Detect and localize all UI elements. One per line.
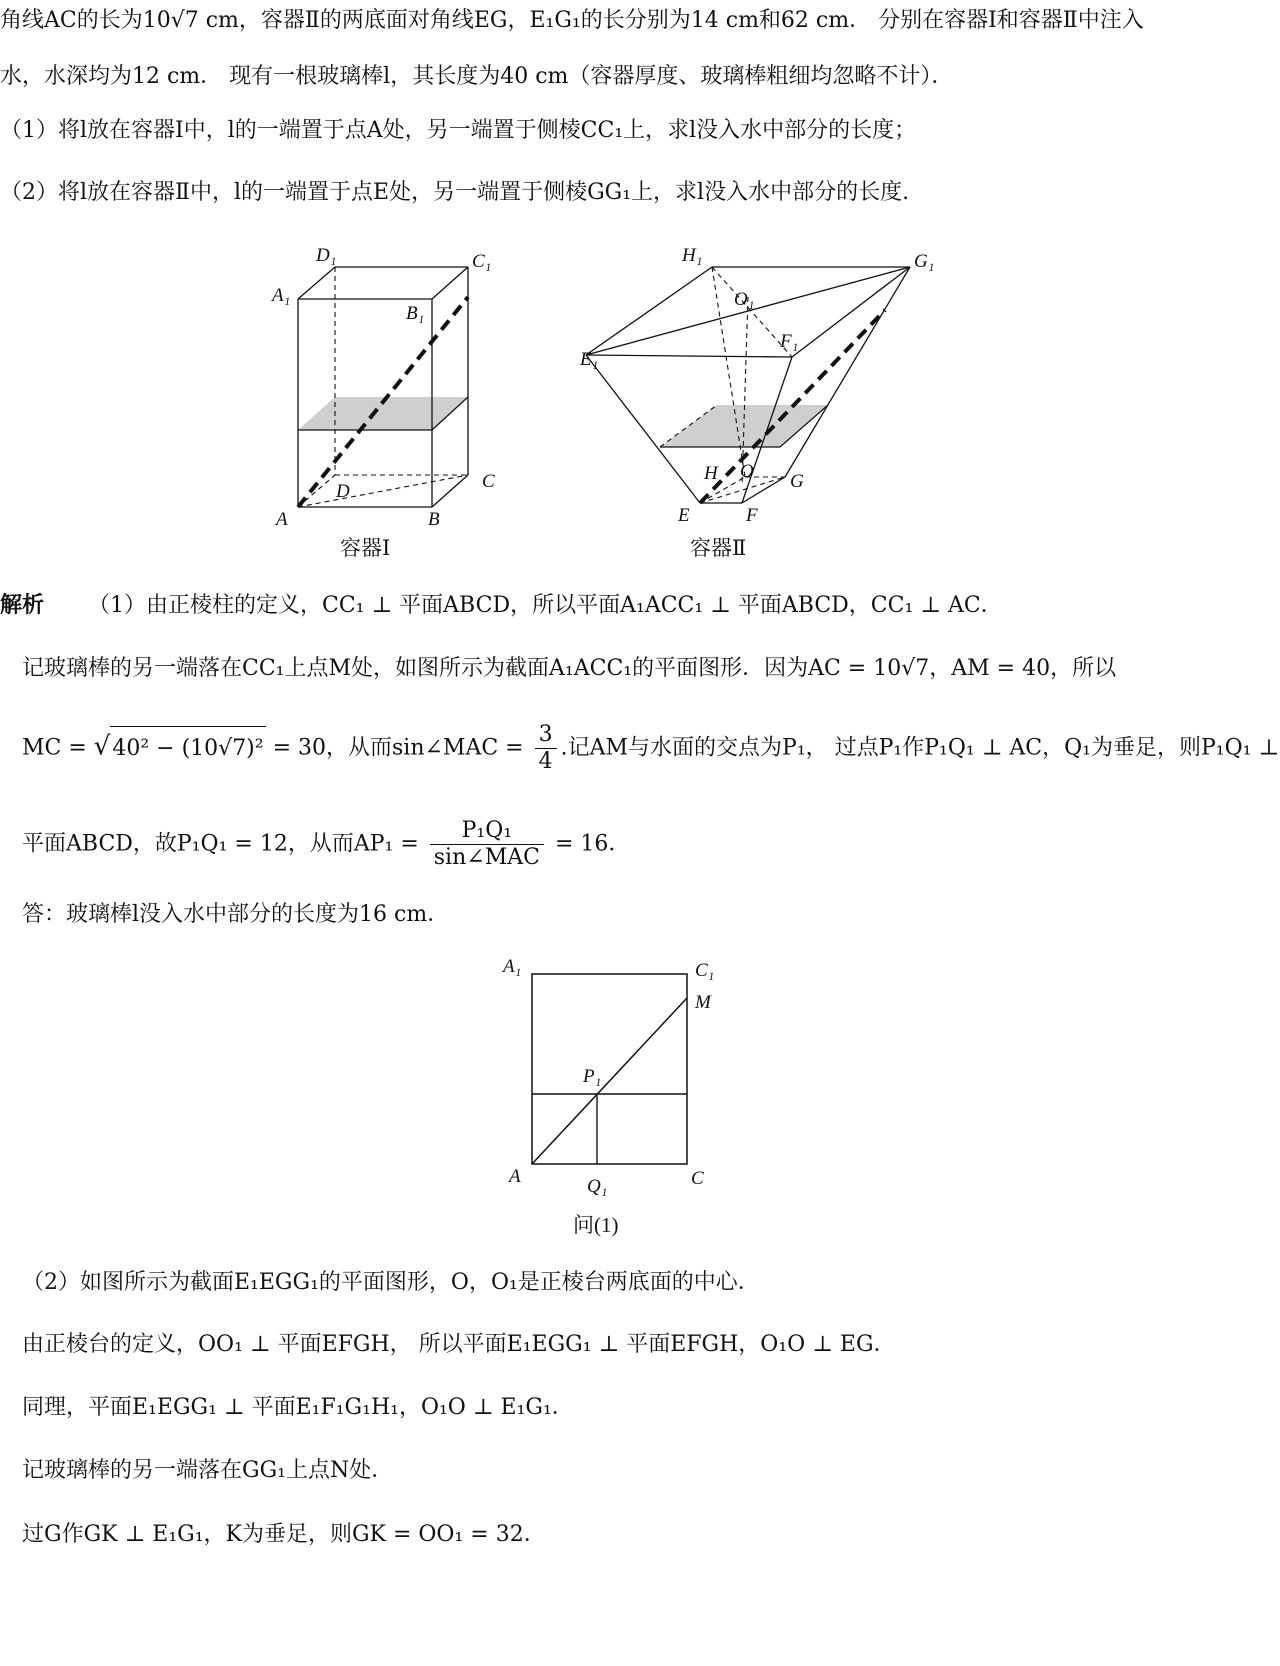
solution-line-2: 记玻璃棒的另一端落在CC₁上点M处，如图所示为截面A₁ACC₁的平面图形．因为AC = 10√7，AM = 40，所以 [22,656,1117,681]
label-C1: C₁ [472,251,492,272]
label-A1: A₁ [272,285,291,306]
label-Q1: Q₁ [587,1176,608,1197]
label-O: O [740,461,754,482]
figure-container-1 [260,235,520,569]
rod-line [532,998,687,1164]
mc-root: 40² − (10√7)² [110,726,265,771]
label-E: E [678,505,690,526]
caption-question-1: 问(1) [573,1213,619,1237]
label-A1-s: A₁ [503,956,522,977]
label-P1: P₁ [583,1066,602,1087]
label-H1: H₁ [682,245,703,266]
label-G: G [790,471,804,492]
part2-line-1: （2）如图所示为截面E₁EGG₁的平面图形，O，O₁是正棱台两底面的中心． [22,1270,760,1295]
ap1-label: 平面ABCD，故P₁Q₁ = 12，从而AP₁ = [22,831,426,857]
part2-line-2: 由正棱台的定义，OO₁ ⊥ 平面EFGH， 所以平面E₁EGG₁ ⊥ 平面EFGH，O₁O ⊥ EG． [22,1332,896,1357]
solution-heading: 解析 [0,592,45,618]
part2-line-4: 记玻璃棒的另一端落在GG₁上点N处． [22,1458,394,1483]
answer-line: 答：玻璃棒l没入水中部分的长度为16 cm． [22,902,450,927]
solution-s3-tail: .记AM与水面的交点为P₁， 过点P₁作P₁Q₁ ⊥ AC，Q₁为垂足，则P₁Q₁ ⊥ [560,735,1280,761]
cross-section-diagram [495,950,745,1245]
figure-container-2 [580,235,1010,569]
label-F1: F₁ [780,331,799,352]
part2-line-3: 同理，平面E₁EGG₁ ⊥ 平面E₁F₁G₁H₁，O₁O ⊥ E₁G₁． [22,1395,574,1420]
label-B1: B₁ [406,303,425,324]
solution-line-3: MC = √40² − (10√7)² = 30，从而sin∠MAC = $\frac{3}{4}$ .记AM与水面的交点为P₁， 过点P₁作P₁Q₁ ⊥ AC，Q₁为垂足，则P₁Q₁ ⊥ [22,722,1280,774]
fraction-sin: $\frac{3}{4}$ [535,722,557,775]
caption-container-2: 容器Ⅱ [690,536,747,560]
mc-result: = 30，从而sin∠MAC = [265,735,531,761]
label-C-s: C [691,1168,704,1189]
question-1: （1）将l放在容器Ⅰ中，l的一端置于点A处，另一端置于侧棱CC₁上，求l没入水中部分的长度； [0,118,917,143]
label-O1: O₁ [734,289,755,310]
label-A-s: A [509,1166,521,1187]
frustum-diagram [580,235,1010,565]
label-A: A [276,509,288,530]
prism-diagram [260,235,520,565]
solution-s1: （1）由正棱柱的定义，CC₁ ⊥ 平面ABCD，所以平面A₁ACC₁ ⊥ 平面ABCD，CC₁ ⊥ AC． [88,593,1003,618]
label-G1: G₁ [914,251,935,272]
figure-question-1 [495,950,745,1249]
caption-container-1: 容器Ⅰ [340,536,391,560]
solution-line-4 [22,818,630,871]
label-M: M [695,992,711,1013]
fraction-ap1: $\frac{\text{P₁Q₁}}{\text{sin∠MAC}}$ [430,818,544,871]
label-F: F [746,505,758,526]
ap1-result: = 16． [547,831,631,857]
mc-label: MC = [22,735,94,761]
part2-line-5: 过G作GK ⊥ E₁G₁，K为垂足，则GK = OO₁ = 32． [22,1522,546,1547]
solution-line-1 [0,590,1003,621]
label-E1: E₁ [580,349,599,370]
label-C: C [482,471,495,492]
problem-line-2: 水，水深均为12 cm． 现有一根玻璃棒l，其长度为40 cm（容器厚度、玻璃棒粗细均忽略不计）． [0,64,954,89]
label-H: H [704,463,718,484]
label-D: D [336,481,350,502]
label-C1-s: C₁ [695,960,715,981]
label-D1: D₁ [316,245,337,266]
question-2: （2）将l放在容器Ⅱ中，l的一端置于点E处，另一端置于侧棱GG₁上，求l没入水中部分的长度. [0,180,910,205]
problem-line-1: 角线AC的长为10√7 cm，容器Ⅱ的两底面对角线EG，E₁G₁的长分别为14 cm和62 cm． 分别在容器Ⅰ和容器Ⅱ中注入 [0,8,1144,33]
label-B: B [428,509,440,530]
